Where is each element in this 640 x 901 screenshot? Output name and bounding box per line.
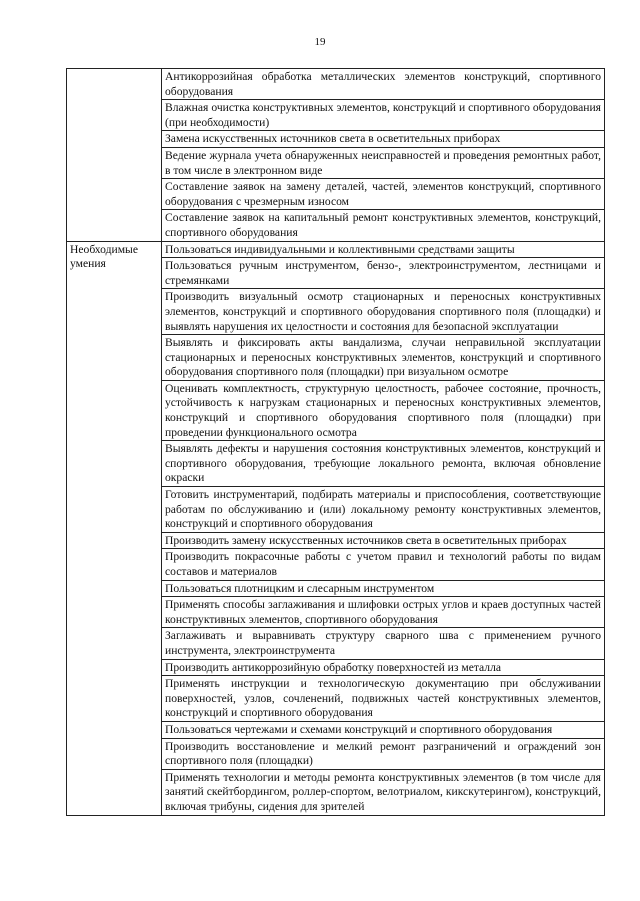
- requirements-table: [66, 68, 605, 816]
- table-cell: Применять способы заглаживания и шлифовки острых углов и краев доступных частей конструктивных элементов, спортивного оборудования: [162, 597, 605, 628]
- table-cell: Применять технологии и методы ремонта конструктивных элементов (в том числе для занятий скейтбордингом, роллер-спортом, велотриалом, кикскутерингом), конструкций, включая трибуны, сидения для зрителей: [162, 769, 605, 815]
- knowledge-group-label: [67, 69, 162, 242]
- table-cell: Готовить инструментарий, подбирать материалы и приспособления, соответствующие работам по обслуживанию и (или) локальному ремонту конструктивных элементов, конструкций и спортивного оборудования: [162, 487, 605, 533]
- table-row: [67, 241, 605, 258]
- table-cell: Заглаживать и выравнивать структуру сварного шва с применением ручного инструмента, электроинструмента: [162, 628, 605, 659]
- table-cell: Влажная очистка конструктивных элементов, конструкций и спортивного оборудования (при необходимости): [162, 100, 605, 131]
- table-cell: Замена искусственных источников света в осветительных приборах: [162, 131, 605, 148]
- skills-group-label: Необходимые умения: [67, 241, 162, 815]
- table-cell: Производить антикоррозийную обработку поверхностей из металла: [162, 659, 605, 676]
- table-cell: Составление заявок на замену деталей, частей, элементов конструкций, спортивного оборудования с чрезмерным износом: [162, 179, 605, 210]
- table-cell: Пользоваться плотницким и слесарным инструментом: [162, 580, 605, 597]
- table-cell: Выявлять и фиксировать акты вандализма, случаи неправильной эксплуатации стационарных и переносных конструктивных элементов, конструкций и спортивного оборудования спортивного поля (площадки) при визуальном осмотре: [162, 335, 605, 381]
- table-cell: Пользоваться индивидуальными и коллективными средствами защиты: [162, 241, 605, 258]
- table-row: [67, 69, 605, 100]
- table-cell: Оценивать комплектность, структурную целостность, рабочее состояние, прочность, устойчивость к нагрузкам стационарных и переносных конструктивных элементов, конструкций и спортивного оборудования спортивного поля (площадки) при проведении функционального осмотра: [162, 380, 605, 440]
- table-cell: Пользоваться чертежами и схемами конструкций и спортивного оборудования: [162, 721, 605, 738]
- table-cell: Производить покрасочные работы с учетом правил и технологий работы по видам составов и материалов: [162, 549, 605, 580]
- table-cell: Производить визуальный осмотр стационарных и переносных конструктивных элементов, конструкций и спортивного оборудования спортивного поля (площадки) и выявлять нарушения их целостности и состояния для безопасной эксплуатации: [162, 289, 605, 335]
- table-cell: Выявлять дефекты и нарушения состояния конструктивных элементов, конструкций и спортивного оборудования, требующие локального ремонта, включая обновление окраски: [162, 441, 605, 487]
- table-cell: Составление заявок на капитальный ремонт конструктивных элементов, конструкций, спортивного оборудования: [162, 210, 605, 241]
- page-number: 19: [314, 36, 326, 48]
- table-cell: Применять инструкции и технологическую документацию при обслуживании поверхностей, узлов, сочленений, подвижных частей конструктивных элементов, конструкций и спортивного оборудования: [162, 676, 605, 722]
- table-cell: Пользоваться ручным инструментом, бензо-, электроинструментом, лестницами и стремянками: [162, 258, 605, 289]
- table-cell: Производить замену искусственных источников света в осветительных приборах: [162, 532, 605, 549]
- table-cell: Антикоррозийная обработка металлических элементов конструкций, спортивного оборудования: [162, 69, 605, 100]
- table-cell: Ведение журнала учета обнаруженных неисправностей и проведения ремонтных работ, в том числе в электронном виде: [162, 147, 605, 178]
- table-cell: Производить восстановление и мелкий ремонт разграничений и ограждений зон спортивного поля (площадки): [162, 738, 605, 769]
